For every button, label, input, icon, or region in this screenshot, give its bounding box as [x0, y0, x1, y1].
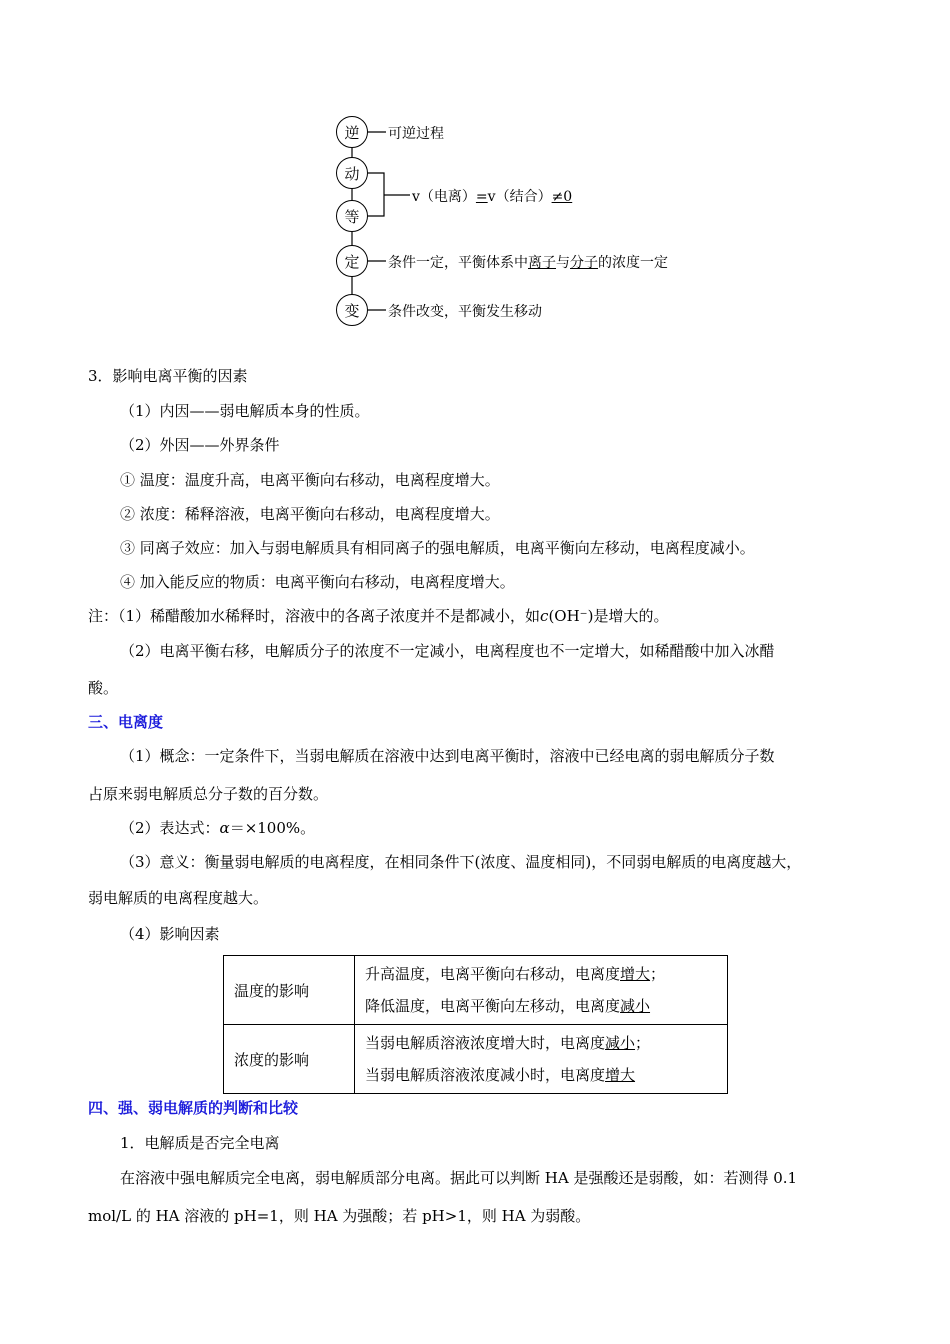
- factor-common-ion: ③ 同离子效应：加入与弱电解质具有相同离子的强电解质，电离平衡向左移动，电离程度减小。: [120, 539, 755, 557]
- internal-factor: （1）内因——弱电解质本身的性质。: [120, 402, 370, 420]
- label-fixed-and: 与: [556, 255, 570, 271]
- note-1: [88, 606, 668, 626]
- expression-alpha: α: [219, 819, 230, 837]
- influence-table: [223, 955, 728, 1094]
- table-underlined-value: 减小: [605, 1034, 636, 1052]
- meaning-line-a: （3）意义：衡量弱电解质的电离程度，在相同条件下(浓度、温度相同)，不同弱电解质的电离度越大，: [120, 853, 802, 871]
- table-line: [365, 990, 717, 1022]
- node-ni: 逆: [336, 116, 368, 148]
- node-bian: 变: [336, 294, 368, 326]
- label-fixed: [388, 252, 668, 272]
- table-punct: ；: [650, 965, 666, 983]
- factor-temperature: ① 温度：温度升高，电离平衡向右移动，电离程度增大。: [120, 471, 500, 489]
- heading-ionization-degree: 三、电离度: [88, 713, 164, 731]
- label-fixed-part-e: 的浓度一定: [598, 255, 668, 271]
- label-rate-equal: [412, 186, 572, 206]
- concept-line-b: 占原来弱电解质总分子数的百分数。: [88, 785, 329, 803]
- note-1-c: c: [540, 607, 549, 625]
- meaning-line-b: 弱电解质的电离程度越大。: [88, 889, 269, 907]
- expression: [120, 818, 315, 838]
- table-cell: [355, 956, 728, 1025]
- paragraph-line-a: 在溶液中强电解质完全电离，弱电解质部分电离。据此可以判断 HA 是强酸还是弱酸，如：若测得 0.1: [120, 1169, 798, 1187]
- table-underlined-value: 增大: [620, 965, 651, 983]
- table-text: 降低温度，电离平衡向左移动，电离度: [365, 997, 621, 1015]
- factors-title: （4）影响因素: [120, 925, 220, 943]
- sub-heading-complete-ionization: 1．电解质是否完全电离: [120, 1134, 280, 1152]
- external-factor: （2）外因——外界条件: [120, 436, 280, 454]
- label-v-ionize: v（电离）: [412, 189, 476, 205]
- table-text: 当弱电解质溶液浓度增大时，电离度: [365, 1034, 606, 1052]
- note-1-oh: (OH⁻)是增大的。: [548, 607, 669, 625]
- label-fixed-part-a: 条件一定，平衡体系中: [388, 255, 528, 271]
- note-1-text: 注：（1）稀醋酸加水稀释时，溶液中的各离子浓度并不是都减小，如: [88, 607, 541, 625]
- diagram-connectors: [320, 108, 740, 333]
- factor-concentration: ② 浓度：稀释溶液，电离平衡向右移动，电离程度增大。: [120, 505, 500, 523]
- table-row: [224, 956, 728, 1025]
- label-not-zero: ≠0: [551, 189, 573, 205]
- table-punct: ；: [635, 1034, 651, 1052]
- note-2-line-b: 酸。: [88, 679, 119, 697]
- table-line: [365, 1027, 717, 1059]
- section3-title: 3．影响电离平衡的因素: [88, 367, 248, 385]
- label-fixed-molecules: 分子: [570, 255, 598, 271]
- table-line: [365, 1059, 717, 1091]
- node-deng: 等: [336, 200, 368, 232]
- label-change: 条件改变，平衡发生移动: [388, 304, 542, 320]
- paragraph-line-b: mol/L 的 HA 溶液的 pH=1，则 HA 为强酸；若 pH>1，则 HA 为弱酸。: [88, 1207, 591, 1225]
- table-text: 升高温度，电离平衡向右移动，电离度: [365, 965, 621, 983]
- table-head-concentration: 浓度的影响: [224, 1025, 355, 1094]
- equilibrium-characteristics-diagram: [320, 108, 740, 333]
- table-cell: [355, 1025, 728, 1094]
- expression-label: （2）表达式：: [120, 819, 220, 837]
- table-underlined-value: 增大: [605, 1066, 636, 1084]
- table-line: [365, 958, 717, 990]
- note-2-line-a: （2）电离平衡右移，电解质分子的浓度不一定减小，电离程度也不一定增大，如稀醋酸中加入冰醋: [120, 642, 775, 660]
- table-text: 当弱电解质溶液浓度减小时，电离度: [365, 1066, 606, 1084]
- label-reversible: 可逆过程: [388, 126, 444, 142]
- node-ding: 定: [336, 245, 368, 277]
- concept-line-a: （1）概念：一定条件下，当弱电解质在溶液中达到电离平衡时，溶液中已经电离的弱电解质分子数: [120, 747, 775, 765]
- table-row: [224, 1025, 728, 1094]
- label-equal-sign: =: [475, 189, 488, 205]
- expression-formula: ＝×100%。: [229, 819, 316, 837]
- factor-reactive-substance: ④ 加入能反应的物质：电离平衡向右移动，电离程度增大。: [120, 573, 515, 591]
- label-v-combine: v（结合）: [487, 189, 552, 205]
- table-head-temperature: 温度的影响: [224, 956, 355, 1025]
- table-underlined-value: 减小: [620, 997, 651, 1015]
- node-dong: 动: [336, 157, 368, 189]
- heading-strong-weak: 四、强、弱电解质的判断和比较: [88, 1099, 299, 1117]
- label-fixed-ions: 离子: [528, 255, 556, 271]
